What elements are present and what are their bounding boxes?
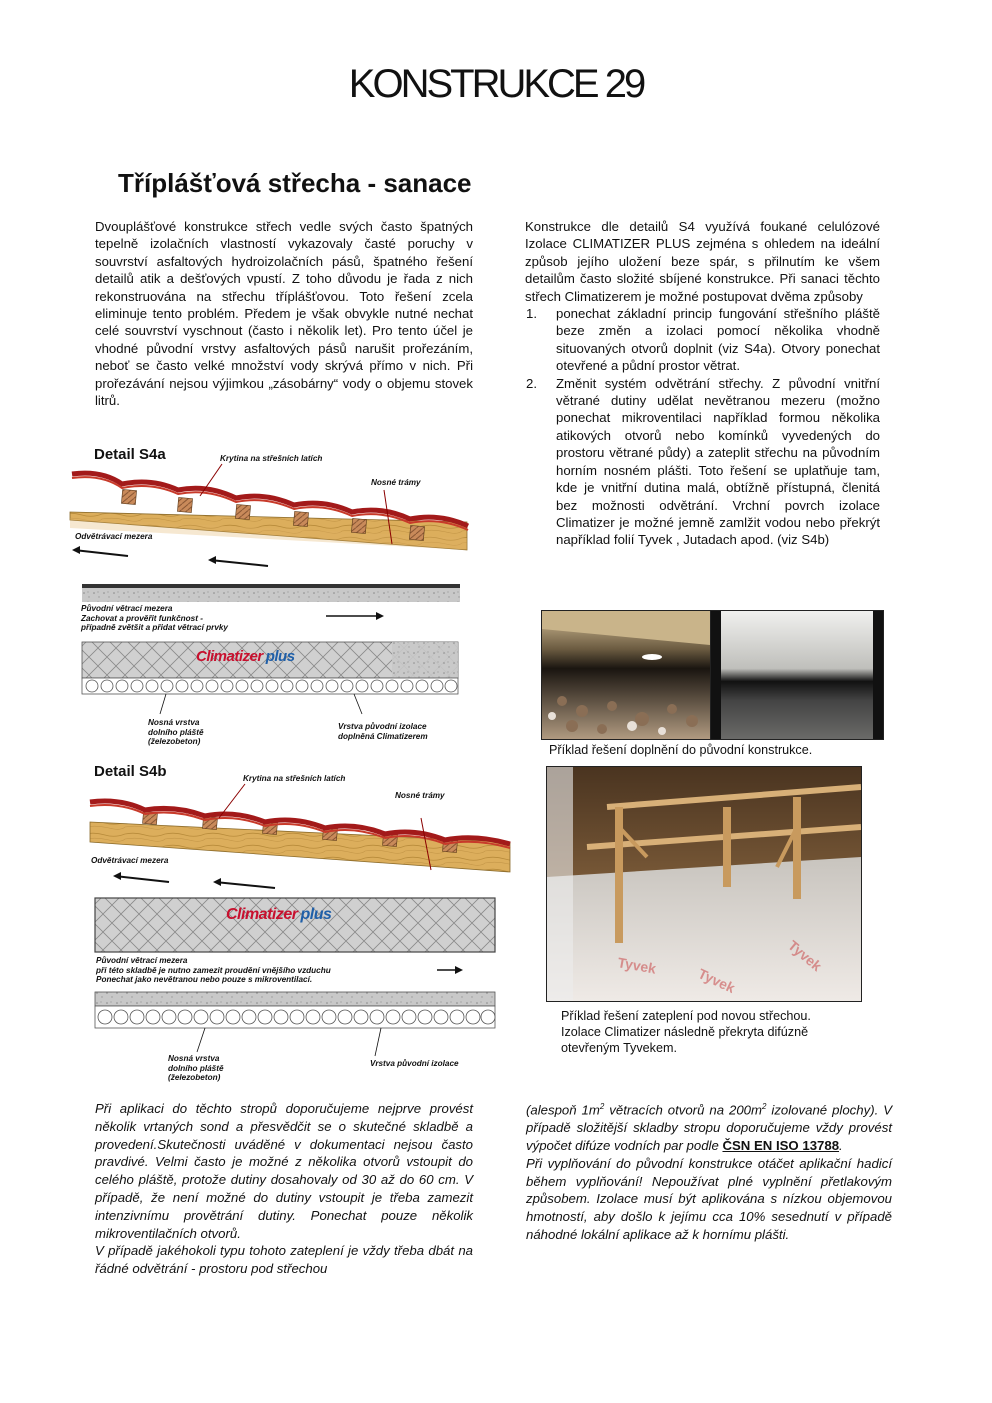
airflow-arrows xyxy=(72,546,268,566)
attic-photo-left xyxy=(541,610,711,740)
airflow-arrows xyxy=(113,872,275,888)
label-tramy-a: Nosné trámy xyxy=(371,478,421,487)
photo2-caption xyxy=(561,1008,811,1056)
climatizer-logo-b xyxy=(226,906,331,924)
attic-photo-right xyxy=(710,610,884,740)
svg-text:Tyvek: Tyvek xyxy=(695,965,738,997)
detail-s4b-title: Detail S4b xyxy=(94,763,167,780)
label-line: Vrstva původní izolace xyxy=(338,722,427,731)
text-part: izolované plochy). V případě složitější skladby stropu doporučujeme vždy provést výpočet difúze vodních par podle xyxy=(526,1102,893,1153)
svg-text:Tyvek: Tyvek xyxy=(785,937,825,975)
climatizer-logo-a xyxy=(196,648,295,665)
right-intro-block xyxy=(525,218,880,549)
left-intro-text: Dvouplášťové konstrukce střech vedle svých často špatných tepelně izolačních vlastností vykazovaly časté poruchy v souvrství asfaltových hydroizolačních pásů, špatného řešení detailů atik a dešťových vpustí. Z toho důvodu je řada z nich rekonstruována na střechu tříplášťovou. Toto řešení zcela eliminuje tento problém. Předem je však obvykle nutné nechat celé souvrství vyschnout (často i několik let). Pro tento účel je vhodné původní vrstvy asfaltových pásů narušit prořezáním, neboť se často velké množství vody skrývá přímo v nich. Při prořezávání nejsou výjimkou „zásobárny“ vody o objemu stovek litrů. xyxy=(95,219,473,409)
label-puvodni-b xyxy=(96,956,331,985)
label-vrstva-a xyxy=(338,722,428,741)
svg-text:Tyvek: Tyvek xyxy=(616,954,658,977)
photo1-caption: Příklad řešení doplnění do původní konstrukce. xyxy=(549,743,813,757)
label-line: (železobeton) xyxy=(168,1073,221,1083)
logo-text: Climatizer xyxy=(226,906,298,923)
label-line: Původní větrací mezera xyxy=(96,956,188,965)
superscript: 2 xyxy=(761,1102,767,1111)
label-krytina-a: Krytina na střešních latích xyxy=(220,454,323,463)
norm-link[interactable]: ČSN EN ISO 13788 xyxy=(722,1137,840,1153)
label-krytina-b: Krytina na střešních latích xyxy=(243,774,346,783)
bottom-right-p1 xyxy=(526,1098,892,1155)
list-text: Změnit systém odvětrání střechy. Z původní vnitřní větrané dutiny udělat nevětranou mezeru (možno ponechat mikroventilaci například formou několika atikových otvorů nebo komínků vyvedených do prostoru větrané půdy) a zateplit střechu na původním horním nosném plášti. Toto řešení se uplatňuje tam, kde je vnitřní dutina malá, obtížně přístupná, členitá bez možnosti odvětrání. Vrchní povrch izolace Climatizer je možné jemně zamlžit vodou nebo překrýt například folií Tyvek , Jutadach apod. (viz S4b) xyxy=(556,375,880,548)
list-text: ponechat základní princip fungování střešního pláště beze změn a izolaci pomocí několika vhodně situovaných otvorů doplnit (viz S4a). Otvory ponechat otevřené a půdní prostor větrat. xyxy=(556,306,880,374)
left-intro-paragraph xyxy=(95,218,473,409)
label-line: případně zvětšit a přidat větrací prvky xyxy=(81,623,228,633)
text-part: (alespoň 1m xyxy=(526,1102,600,1118)
caption-line: otevřeným Tyvekem. xyxy=(561,1041,677,1055)
label-puvodni-a xyxy=(81,604,228,633)
bottom-left-p1: Při aplikaci do těchto stropů doporučujeme nejprve provést několik vrtaných sond a přesvědčit se o skutečné skladbě a provedení.Skutečnosti uváděné v dokumentaci nejsou často pravdivé. Velmi často je možné z několika otvorů vstoupit do celého pláště, protože dutiny dosahovaly od 30 až do 60 cm. V případě, že není možné do dutiny vstoupit je třeba zamezit intenzivnímu provětrání dutiny. Ponechat pouze několik mikroventilačních otvorů. xyxy=(95,1101,473,1241)
detail-s4a-title: Detail S4a xyxy=(94,446,166,463)
logo-text: Climatizer xyxy=(196,648,263,665)
original-insulation xyxy=(95,992,495,1006)
list-item xyxy=(525,375,880,549)
text-part: . xyxy=(839,1137,843,1153)
label-vrstva-b: Vrstva původní izolace xyxy=(370,1059,459,1068)
label-line: dolního pláště xyxy=(168,1063,224,1073)
list-number: 2. xyxy=(526,375,537,391)
label-line: Zachovat a prověřit funkčnost - xyxy=(81,613,203,623)
section-title: Tříplášťová střecha - sanace xyxy=(118,168,472,198)
label-line: dolního pláště xyxy=(148,727,204,737)
bottom-left-p2: V případě jakéhokoli typu tohoto zateplení je vždy třeba dbát na řádné odvětrání - prostoru pod střechou xyxy=(95,1243,473,1277)
page-header-title: KONSTRUKCE 29 xyxy=(348,62,644,106)
label-nosna-a xyxy=(148,718,204,747)
label-line: Původní větrací mezera xyxy=(81,604,173,613)
right-intro-text: Konstrukce dle detailů S4 využívá foukané celulózové Izolace CLIMATIZER PLUS zejména s ohledem na ideální způsob jejího uložení beze spár, s přilnutím ke všem detailům často složité sbíjené konstrukce. Při sanaci těchto střech Climatizerem je možné postupovat dvěma způsoby xyxy=(525,219,880,304)
attic-photo-left-image xyxy=(542,611,710,739)
bottom-right-p2: Při vyplňování do původní konstrukce otáčet aplikační hadicí během vyplňování! Nepoužívat plné vyplnění přetlakovým způsobem. Izolace musí být aplikována s nízkou objemovou hmotností, aby došlo k jejímu cca 10% sesednutí v případě náhodné lokální aplikace až k hornímu plášti. xyxy=(526,1155,892,1242)
superscript: 2 xyxy=(599,1102,605,1111)
logo-plus: plus xyxy=(300,906,332,923)
caption-line: Izolace Climatizer následně překryta difúzně xyxy=(561,1025,809,1039)
method-list xyxy=(525,305,880,549)
label-line: (železobeton) xyxy=(148,737,201,747)
bottom-left-block xyxy=(95,1100,473,1278)
label-line: při této skladbě je nutno zamezit proudění vnějšího vzduchu xyxy=(96,965,331,975)
list-item xyxy=(525,305,880,375)
label-odvetravaci-a: Odvětrávací mezera xyxy=(75,532,153,541)
label-line: doplněná Climatizerem xyxy=(338,731,428,741)
logo-plus: plus xyxy=(265,648,295,665)
attic-photo-right-image xyxy=(711,611,883,739)
label-line: Nosná vrstva xyxy=(168,1054,220,1063)
label-line: Ponechat jako nevětranou nebo pouze s mikroventilací. xyxy=(96,975,313,985)
label-tramy-b: Nosné trámy xyxy=(395,791,445,800)
text-part: větracích otvorů na 200m xyxy=(604,1102,762,1118)
attic-tyvek-photo xyxy=(546,766,862,1002)
label-line: Nosná vrstva xyxy=(148,718,200,727)
bottom-right-block xyxy=(526,1098,892,1244)
caption-line: Příklad řešení zateplení pod novou střechou. xyxy=(561,1009,811,1023)
label-odvetravaci-b: Odvětrávací mezera xyxy=(91,856,169,865)
label-nosna-b xyxy=(168,1054,224,1083)
list-number: 1. xyxy=(526,306,537,322)
attic-tyvek-image xyxy=(547,767,861,1001)
